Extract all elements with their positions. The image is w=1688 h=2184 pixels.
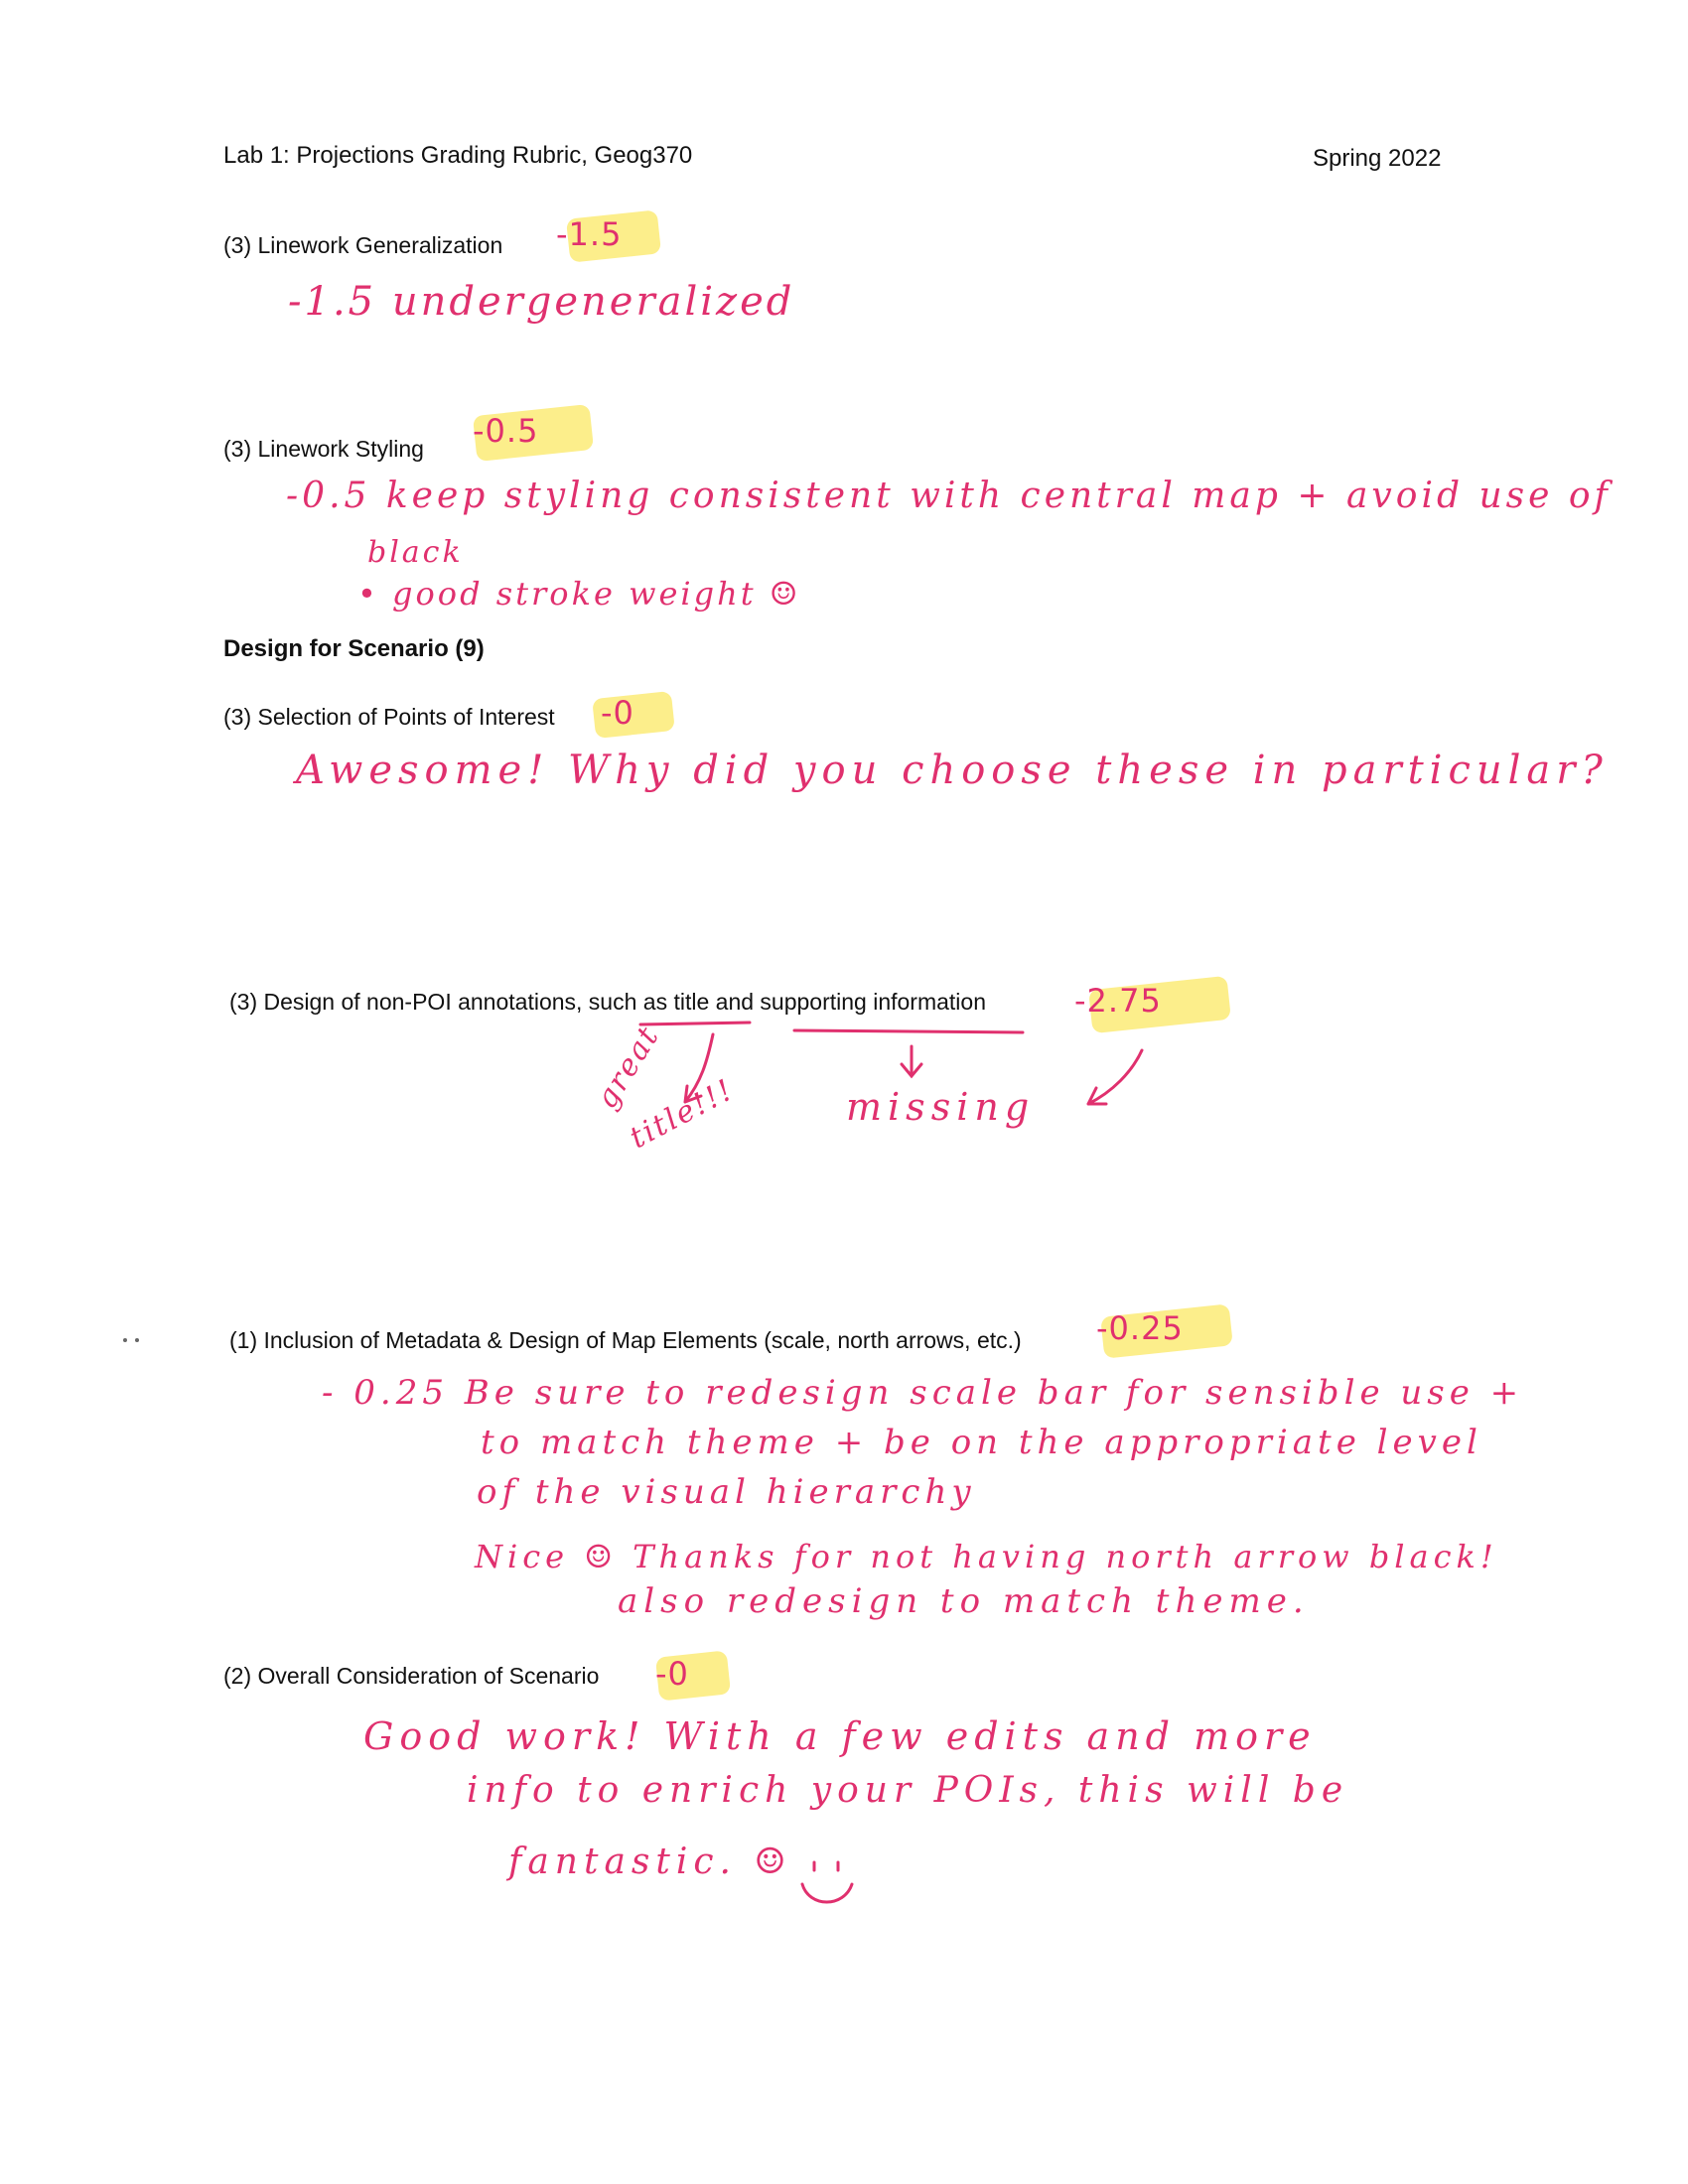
comment-metadata-line4: Nice ☺ Thanks for not having north arrow black! xyxy=(475,1538,1498,1575)
comment-styling-line3: • good stroke weight ☺ xyxy=(357,575,801,613)
arrow-to-score xyxy=(1088,1050,1142,1104)
comment-overall-line1: Good work! With a few edits and more xyxy=(363,1714,1317,1758)
scan-speck xyxy=(135,1338,139,1342)
section-label-poi: (3) Selection of Points of Interest xyxy=(223,704,555,730)
section-label-generalization: (3) Linework Generalization xyxy=(223,232,503,258)
comment-great-title-line2: title!!! xyxy=(624,1072,741,1157)
comment-missing: missing xyxy=(846,1085,1036,1129)
scan-speck xyxy=(123,1338,127,1342)
score-poi: -0 xyxy=(601,694,634,732)
comment-poi: Awesome! Why did you choose these in particular? xyxy=(296,748,1609,793)
underline-stroke xyxy=(640,1023,750,1024)
comment-metadata-line2: to match theme + be on the appropriate level xyxy=(481,1423,1482,1462)
term-label: Spring 2022 xyxy=(1313,145,1442,172)
comment-overall-line3: fantastic. ☺ xyxy=(508,1842,792,1882)
comment-styling-line2: black xyxy=(367,535,464,570)
section-label-styling: (3) Linework Styling xyxy=(223,436,424,462)
section-label-overall: (2) Overall Consideration of Scenario xyxy=(223,1663,600,1689)
arrow-to-title xyxy=(685,1034,713,1102)
comment-metadata-line3: of the visual hierarchy xyxy=(477,1472,976,1512)
comment-generalization: -1.5 undergeneralized xyxy=(288,279,795,325)
comment-styling-line1: -0.5 keep styling consistent with central map + avoid use of xyxy=(286,476,1612,516)
scenario-heading: Design for Scenario (9) xyxy=(223,635,485,662)
score-overall: -0 xyxy=(655,1655,689,1693)
arrow-to-missing xyxy=(902,1046,921,1076)
section-label-annotations: (3) Design of non-POI annotations, such as title and supporting information xyxy=(229,989,986,1015)
score-styling: -0.5 xyxy=(473,412,539,450)
underline-stroke xyxy=(794,1030,1023,1032)
score-metadata: -0.25 xyxy=(1096,1309,1184,1347)
rubric-title: Lab 1: Projections Grading Rubric, Geog370 xyxy=(223,142,693,169)
section-label-metadata: (1) Inclusion of Metadata & Design of Map Elements (scale, north arrows, etc.) xyxy=(229,1327,1022,1353)
score-annotations: -2.75 xyxy=(1074,982,1162,1020)
comment-great-title-line1: great xyxy=(589,1020,667,1115)
comment-overall-line2: info to enrich your POIs, this will be xyxy=(467,1770,1349,1811)
comment-metadata-line1: - 0.25 Be sure to redesign scale bar for sensible use + xyxy=(322,1373,1524,1413)
comment-metadata-line5: also redesign to match theme. xyxy=(618,1581,1310,1621)
smiley-icon xyxy=(802,1884,852,1902)
score-generalization: -1.5 xyxy=(556,215,623,253)
